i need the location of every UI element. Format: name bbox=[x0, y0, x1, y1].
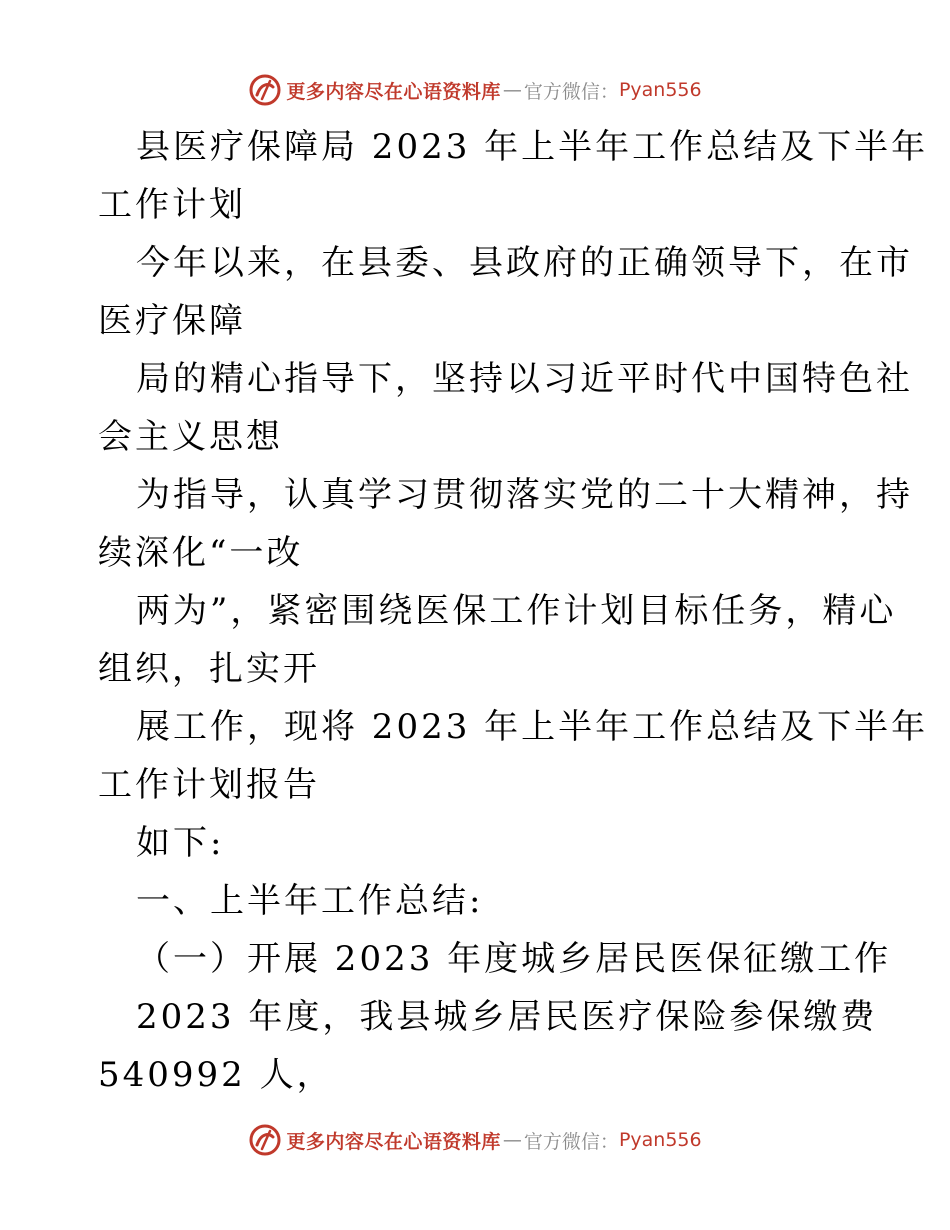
watermark-wechat-id: Pyan556 bbox=[618, 1129, 702, 1151]
watermark-footer bbox=[0, 1120, 950, 1160]
watermark-wechat-label: 官方微信： bbox=[523, 80, 619, 103]
brand-logo-icon bbox=[248, 73, 282, 107]
document-line: 组织，扎实开 bbox=[98, 649, 320, 689]
document-line: 如下: bbox=[136, 823, 225, 863]
watermark-wechat-id: Pyan556 bbox=[618, 79, 702, 101]
document-line: 医疗保障 bbox=[98, 301, 246, 341]
document-line: 展工作，现将 2023 年上半年工作总结及下半年 bbox=[136, 707, 929, 747]
document-line: 2023 年度，我县城乡居民医疗保险参保缴费 bbox=[136, 997, 878, 1037]
document-line: 工作计划 bbox=[98, 185, 246, 225]
watermark-separator: — bbox=[502, 79, 522, 101]
document-line: 续深化“一改 bbox=[98, 533, 304, 573]
document-line: 县医疗保障局 2023 年上半年工作总结及下半年 bbox=[136, 127, 929, 167]
document-line: 两为”，紧密围绕医保工作计划目标任务，精心 bbox=[136, 591, 897, 631]
document-line: 一、上半年工作总结: bbox=[136, 881, 484, 921]
watermark-brand-text: 更多内容尽在心语资料库 bbox=[286, 1130, 501, 1153]
watermark-wechat-label: 官方微信： bbox=[523, 1130, 619, 1153]
document-line: 局的精心指导下，坚持以习近平时代中国特色社 bbox=[136, 359, 913, 399]
document-line: （一）开展 2023 年度城乡居民医保征缴工作 bbox=[136, 939, 892, 979]
watermark-separator: — bbox=[502, 1129, 522, 1151]
brand-logo-icon bbox=[248, 1123, 282, 1157]
watermark-header bbox=[0, 70, 950, 110]
document-line: 540992 人， bbox=[98, 1055, 334, 1095]
document-line: 会主义思想 bbox=[98, 417, 283, 457]
document-line: 工作计划报告 bbox=[98, 765, 320, 805]
document-body bbox=[98, 118, 929, 1104]
watermark-brand-text: 更多内容尽在心语资料库 bbox=[286, 80, 501, 103]
document-line: 今年以来，在县委、县政府的正确领导下，在市 bbox=[136, 243, 913, 283]
document-line: 为指导，认真学习贯彻落实党的二十大精神，持 bbox=[136, 475, 913, 515]
